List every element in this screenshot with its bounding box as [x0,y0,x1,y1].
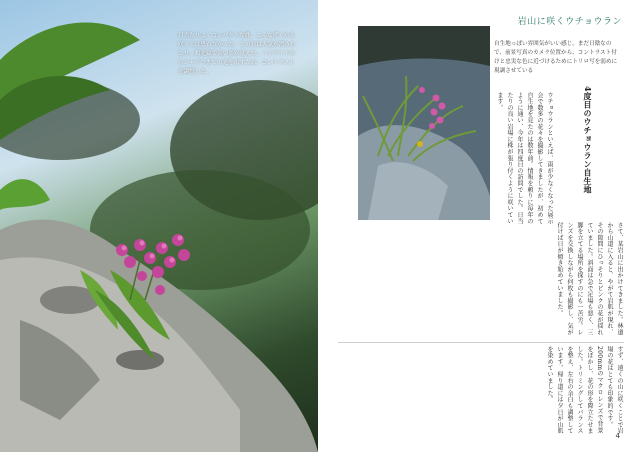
left-photo [0,0,318,452]
article-column-2: さて、某岩山に出かけてきました。林道から山道に入ると、やがて岩肌が現れ、その隙間にひっそりとピンクの花が揺れていました。斜面は急で足場も悪く、三脚を立てる場所を探すのにも一苦労。レンズを交換しながら何枚も撮影し、気が付けば日が傾き始めていました。 [556,222,623,336]
right-page [318,0,640,452]
article-heading: 4度目のウチョウラン自生地 [583,86,593,195]
section-title: 岩山に咲くウチョウラン [517,17,622,27]
article-column-1: ウチョウランといえば、雨が少なくなった展示会で数多の花々を撮影してきましたが、初めて自生地を見たのは数年前。情報を頼りに毎年のように通い、今年は四度目の訪問でした。日当たりの良い岩場に株が張り付くように咲いています。 [496,92,553,225]
left-photo-caption: 目当たりよくコンパクトな株、こんな近くから咲くとは思わなかった。この日は大気が澄みわたり、順光線で高い影が見えた。ハイライトからシャドウまでの光を出すため、コントラストを調整した。 [178,33,296,75]
orchid-clump-photo [358,26,490,220]
page-number: 4 [615,432,620,440]
right-photo-caption: 自生地っぽい雰囲気がいい感じ。まだ日陰なので、前景写真のカメラ位置から、コントラスト付けと忠実な色に近づけるためにトリロ写を弱めに現調させている [494,41,618,74]
article-column-3: すず、遠くの山に咲くことで岩場の花はとても印象的です。200mmのマクロレンズで背景をぼかし、花の形を際立たせました。トリミングしてバランスを整え、左右の余白も調整しています。帰り道には夕日が山肌を染めていました。 [546,346,623,435]
column-divider [338,342,624,343]
right-photo [358,26,490,220]
